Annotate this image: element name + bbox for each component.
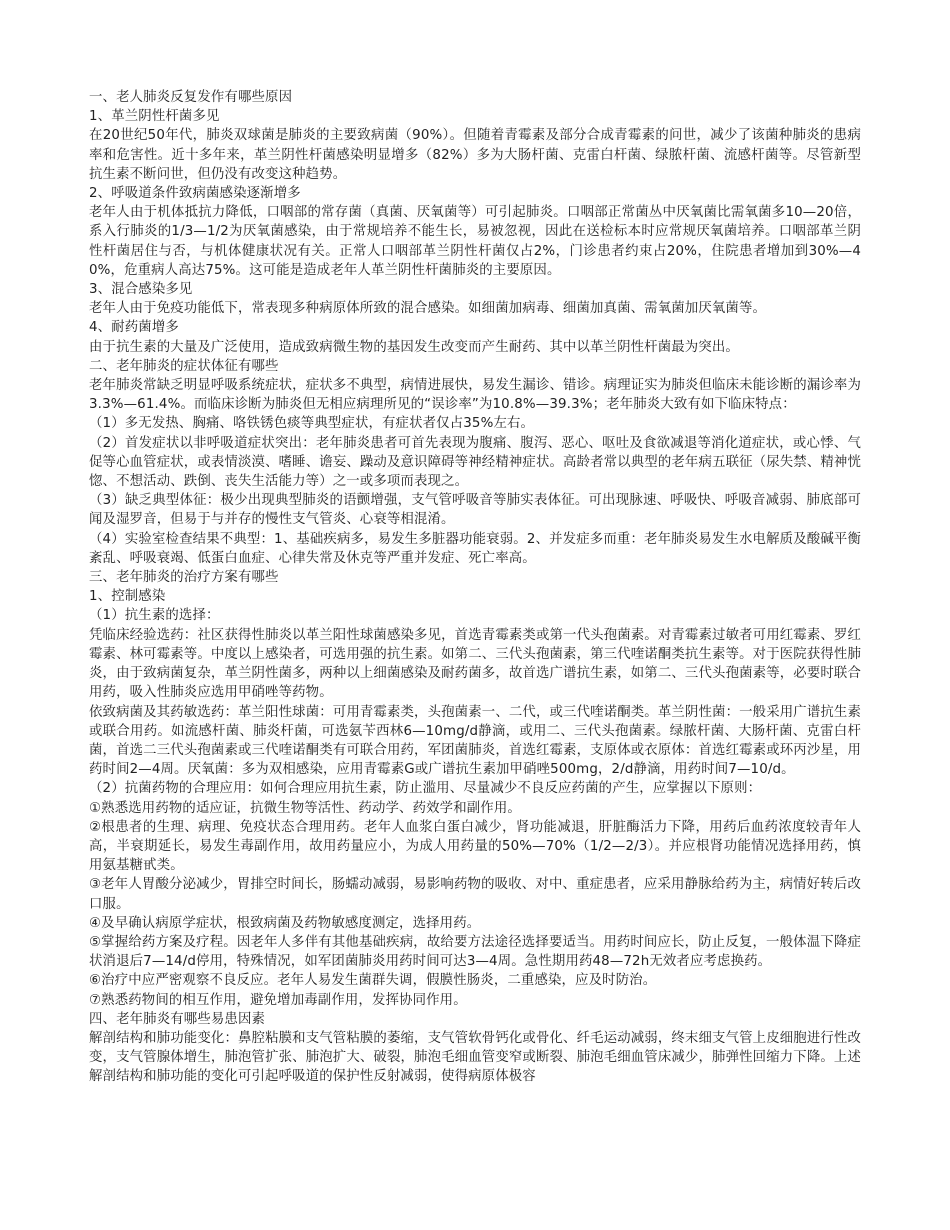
paragraph: 凭临床经验选药：社区获得性肺炎以革兰阳性球菌感染多见，首选青霉素类或第一代头孢菌素。对青霉素过敏者可用红霉素、罗红霉素、林可霉素等。中度以上感染者，可选用强的抗生素。如第二、三代头孢菌素，第三代喹诺酮类抗生素等。对于医院获得性肺炎，由于致病菌复杂，革兰阴性菌多，两种以上细菌感染及耐药菌多，故首选广谱抗生素，如第二、三代头孢菌素等，必要时联合用药，吸入性肺炎应选用甲硝唑等药物。 xyxy=(89,627,861,701)
subheading: 1、革兰阴性杆菌多见 xyxy=(89,109,220,125)
section-heading-3: 三、老年肺炎的治疗方案有哪些 xyxy=(89,570,279,586)
subheading: （1）抗生素的选择： xyxy=(89,608,220,624)
document-body xyxy=(89,88,861,1087)
list-item: （2）首发症状以非呼吸道症状突出：老年肺炎患者可首先表现为腹痛、腹泻、恶心、呕吐及食欲减退等消化道症状，或心悸、气促等心血管症状，或表情淡漠、嗜睡、谵妄、躁动及意识障碍等神经精神症状。高龄者常以典型的老年病五联征（尿失禁、精神恍惚、不想活动、跌倒、丧失生活能力等）之一或多项而表现之。 xyxy=(89,435,861,490)
paragraph: 在20世纪50年代，肺炎双球菌是肺炎的主要致病菌（90%）。但随着青霉素及部分合成青霉素的问世，减少了该菌种肺炎的患病率和危害性。近十多年来，革兰阴性杆菌感染明显增多（82%）多为大肠杆菌、克雷白杆菌、绿脓杆菌、流感杆菌等。尽管新型抗生素不断问世，但仍没有改变这种趋势。 xyxy=(89,128,861,182)
list-item: ③老年人胃酸分泌减少，胃排空时间长，肠蠕动减弱，易影响药物的吸收、对中、重症患者，应采用静脉给药为主，病情好转后改口服。 xyxy=(89,877,861,912)
list-item: （1）多无发热、胸痛、咯铁锈色痰等典型症状，有症状者仅占35%左右。 xyxy=(89,416,535,432)
list-item: ②根患者的生理、病理、免疫状态合理用药。老年人血浆白蛋白减少，肾功能减退，肝脏酶活力下降，用药后血药浓度较青年人高，半衰期延长，易发生毒副作用，故用药量应小，为成人用药量的50%—70%（1/2—2/3）。并应根肾功能情况选择用药，慎用氨基糖甙类。 xyxy=(89,819,861,874)
list-item: ⑥治疗中应严密观察不良反应。老年人易发生菌群失调，假膜性肠炎，二重感染，应及时防治。 xyxy=(89,973,657,989)
list-item: ⑦熟悉药物间的相互作用，避免增加毒副作用，发挥协同作用。 xyxy=(89,992,467,1008)
paragraph: 解剖结构和肺功能变化：鼻腔粘膜和支气管粘膜的萎缩，支气管软骨钙化或骨化、纤毛运动减弱，终末细支气管上皮细胞进行性改变，支气管腺体增生，肺泡管扩张、肺泡扩大、破裂，肺泡毛细血管变窄或断裂、肺泡毛细血管床减少，肺弹性回缩力下降。上述解剖结构和肺功能的变化可引起呼吸道的保护性反射减弱，使得病原体极容 xyxy=(89,1030,861,1085)
subheading: 4、耐药菌增多 xyxy=(89,320,179,336)
list-item: ①熟悉选用药物的适应证，抗微生物等活性、药动学、药效学和副作用。 xyxy=(89,800,521,816)
paragraph: 老年肺炎常缺乏明显呼吸系统症状，症状多不典型，病情进展快，易发生漏诊、错诊。病理证实为肺炎但临床未能诊断的漏诊率为3.3%—61.4%。而临床诊断为肺炎但无相应病理所见的“误诊率”为10.8%—39.3%；老年肺炎大致有如下临床特点： xyxy=(89,378,861,413)
list-item: （4）实验室检查结果不典型：1、基础疾病多，易发生多脏器功能衰弱。2、并发症多而重：老年肺炎易发生水电解质及酸碱平衡紊乱、呼吸衰竭、低蛋白血症、心律失常及休克等严重并发症、死亡率高。 xyxy=(89,531,861,566)
list-item: ⑤掌握给药方案及疗程。因老年人多伴有其他基础疾病，故给要方法途径选择要适当。用药时间应长，防止反复，一般体温下降症状消退后7—14/d停用，特殊情况，如军团菌肺炎用药时间可达3—4周。急性期用药48—72h无效者应考虑换药。 xyxy=(89,934,861,970)
subheading: （2）抗菌药物的合理应用：如何合理应用抗生素，防止滥用、尽量减少不良反应药菌的产生，应掌握以下原则： xyxy=(89,781,762,797)
paragraph: 依致病菌及其药敏选药：革兰阳性球菌：可用青霉素类，头孢菌素一、二代，或三代喹诺酮类。革兰阴性菌：一般采用广谱抗生素或联合用药。如流感杆菌、肺炎杆菌，可选氨苄西林6—10mg/d静滴，或用二、三代头孢菌素。绿脓杆菌、大肠杆菌、克雷白杆菌，首选二三代头孢菌素或三代喹诺酮类有可联合用药，军团菌肺炎，首选红霉素，支原体或衣原体：首选红霉素或环丙沙星，用药时间2—4周。厌氧菌：多为双相感染，应用青霉素G或广谱抗生素加甲硝唑500mg，2/d静滴，用药时间7—10/d。 xyxy=(89,704,861,778)
list-item: ④及早确认病原学症状，根致病菌及药物敏感度测定，选择用药。 xyxy=(89,915,481,931)
section-heading-1: 一、老人肺炎反复发作有哪些原因 xyxy=(89,90,293,105)
paragraph: 由于抗生素的大量及广泛使用，造成致病微生物的基因发生改变而产生耐药、其中以革兰阴性杆菌最为突出。 xyxy=(89,339,739,355)
section-heading-4: 四、老年肺炎有哪些易患因素 xyxy=(89,1011,266,1027)
section-heading-2: 二、老年肺炎的症状体征有哪些 xyxy=(89,358,279,374)
subheading: 2、呼吸道条件致病菌感染逐渐增多 xyxy=(89,186,301,202)
paragraph: 老年人由于机体抵抗力降低，口咽部的常存菌（真菌、厌氧菌等）可引起肺炎。口咽部正常菌丛中厌氧菌比需氧菌多10—20倍，系入行肺炎的1/3—1/2为厌氧菌感染，由于常规培养不能生长，易被忽视，因此在送检标本时应常规厌氧菌培养。口咽部革兰阴性杆菌居住与否，与机体健康状况有关。正常人口咽部革兰阴性杆菌仅占2%，门诊患者约束占20%，住院患者增加到30%—40%，危重病人高达75%。这可能是造成老年人革兰阴性杆菌肺炎的主要原因。 xyxy=(89,205,861,278)
subheading: 1、控制感染 xyxy=(89,589,166,605)
subheading: 3、混合感染多见 xyxy=(89,282,193,298)
paragraph: 老年人由于免疫功能低下，常表现多种病原体所致的混合感染。如细菌加病毒、细菌加真菌、需氧菌加厌氧菌等。 xyxy=(89,301,767,317)
list-item: （3）缺乏典型体征：极少出现典型肺炎的语颤增强，支气管呼吸音等肺实表体征。可出现脉速、呼吸快、呼吸音减弱、肺底部可闻及湿罗音，但易于与并存的慢性支气管炎、心衰等相混淆。 xyxy=(89,493,861,528)
